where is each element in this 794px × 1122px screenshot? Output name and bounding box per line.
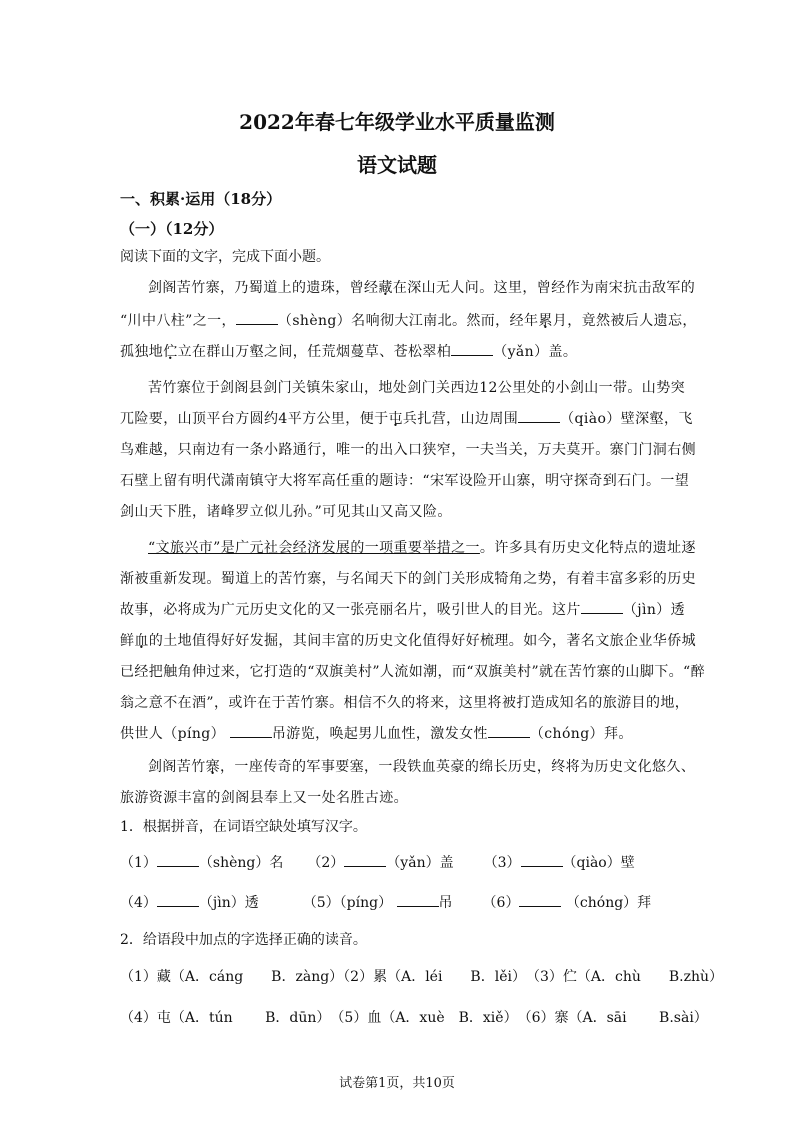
section-heading: 一、积累·运用（18分） — [120, 190, 282, 208]
answer-blank-4[interactable] — [157, 893, 199, 907]
dotted-char: 寨 — [205, 759, 221, 775]
para2-line5: 剑山天下胜，诸峰罗立似儿孙。”可见其山又高又险。 — [120, 504, 452, 520]
answer-blank-5[interactable] — [397, 893, 439, 907]
para3-line2: 渐被重新发现。蜀道上的苦竹寨，与名闻天下的剑门关形成犄角之势，有着丰富多彩的历史 — [120, 571, 696, 587]
exam-subtitle: 语文试题 — [357, 153, 437, 177]
para1-line1: 剑阁苦竹寨，乃蜀道上的遗珠，曾经藏在深山无人问。这里，曾经作为南宋抗击敌军的 — [148, 280, 696, 296]
para4-line1: 剑阁苦竹寨，一座传奇的军事要塞，一段铁血英豪的绵长历史，终将为历史文化悠久、 — [148, 759, 696, 775]
question-1-row1: （1） （shèng）名 （2） （yǎn）盖 （3） （qiào）壁 — [120, 855, 635, 871]
blank-qiaobi[interactable] — [518, 409, 560, 423]
blank-chongbai[interactable] — [488, 724, 530, 738]
dotted-char: 伫 — [163, 344, 178, 360]
dotted-char: 屯 — [388, 411, 403, 427]
blank-yangai[interactable] — [451, 342, 493, 356]
dotted-char: 累 — [538, 313, 553, 329]
underlined-sentence: “文旅兴市”是广元社会经济发展的一项重要举措之一 — [148, 540, 480, 556]
instruction: 阅读下面的文字，完成下面小题。 — [120, 249, 330, 265]
para3-line5: 已经把触角伸过来，它打造的“双旗美村”人流如潮，而“双旗美村”就在苦竹寨的山脚下。“醉 — [120, 664, 705, 680]
para1-line2: “川中八柱”之一， （shèng）名响彻大江南北。然而，经年累月，竟然被后人遗忘， — [120, 313, 697, 329]
dotted-char: 血 — [134, 633, 149, 649]
blank-pingdiao[interactable] — [230, 724, 272, 738]
para2-line2: 兀险要，山顶平台方圆约4平方公里，便于屯兵扎营，山边周围 （qiào）壁深壑，飞 — [120, 411, 693, 427]
para3-line1: “文旅兴市”是广元社会经济发展的一项重要举措之一。许多具有历史文化特点的遗址逐 — [148, 540, 696, 556]
page-footer: 试卷第1页，共10页 — [339, 1076, 455, 1091]
blank-shengming[interactable] — [236, 311, 278, 325]
exam-title: 2022年春七年级学业水平质量监测 — [239, 110, 555, 134]
para3-line6: 翁之意不在酒”，或许在于苦竹寨。相信不久的将来，这里将被打造成知名的旅游目的地， — [120, 695, 690, 711]
para1-line3: 孤独地伫立在群山万壑之间，任荒烟蔓草、苍松翠柏 （yǎn）盖。 — [120, 344, 578, 360]
question-2-options-row2: （4）屯（A．tún B．dūn） （5）血（A．xuè B．xiě） （6）寨（A．sāi B.sài） — [120, 1010, 708, 1026]
answer-blank-2[interactable] — [344, 853, 386, 867]
question-2-stem: 2．给语段中加点的字选择正确的读音。 — [120, 932, 367, 948]
blank-jintou[interactable] — [581, 600, 623, 614]
answer-blank-1[interactable] — [157, 853, 199, 867]
para3-line4: 鲜血的土地值得好好发掘，其间丰富的历史文化值得好好梳理。如今，著名文旅企业华侨城 — [120, 633, 697, 649]
para3-line3: 故事，必将成为广元历史文化的又一张亮丽名片，吸引世人的目光。这片 （jìn）透 — [120, 602, 686, 618]
para3-line7: 供世人（píng） 吊游览，唤起男儿血性，激发女性 （chóng）拜。 — [120, 726, 633, 742]
answer-blank-3[interactable] — [521, 853, 563, 867]
dotted-char: 藏 — [378, 280, 393, 296]
answer-blank-6[interactable] — [519, 893, 561, 907]
question-1-row2: （4） （jìn）透 （5）（píng） 吊 （6） （chóng）拜 — [120, 895, 652, 911]
para2-line1: 苦竹寨位于剑阁县剑门关镇朱家山，地处剑门关西边12公里处的小剑山一带。山势突 — [148, 380, 686, 396]
question-1-stem: 1．根据拼音，在词语空缺处填写汉字。 — [120, 819, 367, 835]
question-2-options-row1: （1）藏（A．cáng B．zàng）（2）累（A．léi B．lěi） （3）伫（A．chù B.zhù） — [120, 969, 723, 985]
para2-line4: 石壁上留有明代潇南镇守大将军高任重的题诗：“宋军设险开山寨，明守探奇到石门。一望 — [120, 473, 690, 489]
para2-line3: 鸟难越，只南边有一条小路通行，唯一的出入口狭窄，一夫当关，万夫莫开。寨门门洞右侧 — [120, 442, 696, 458]
para4-line2: 旅游资源丰富的剑阁县奉上又一处名胜古迹。 — [120, 790, 408, 806]
subsection-heading: （一）（12分） — [120, 220, 224, 238]
